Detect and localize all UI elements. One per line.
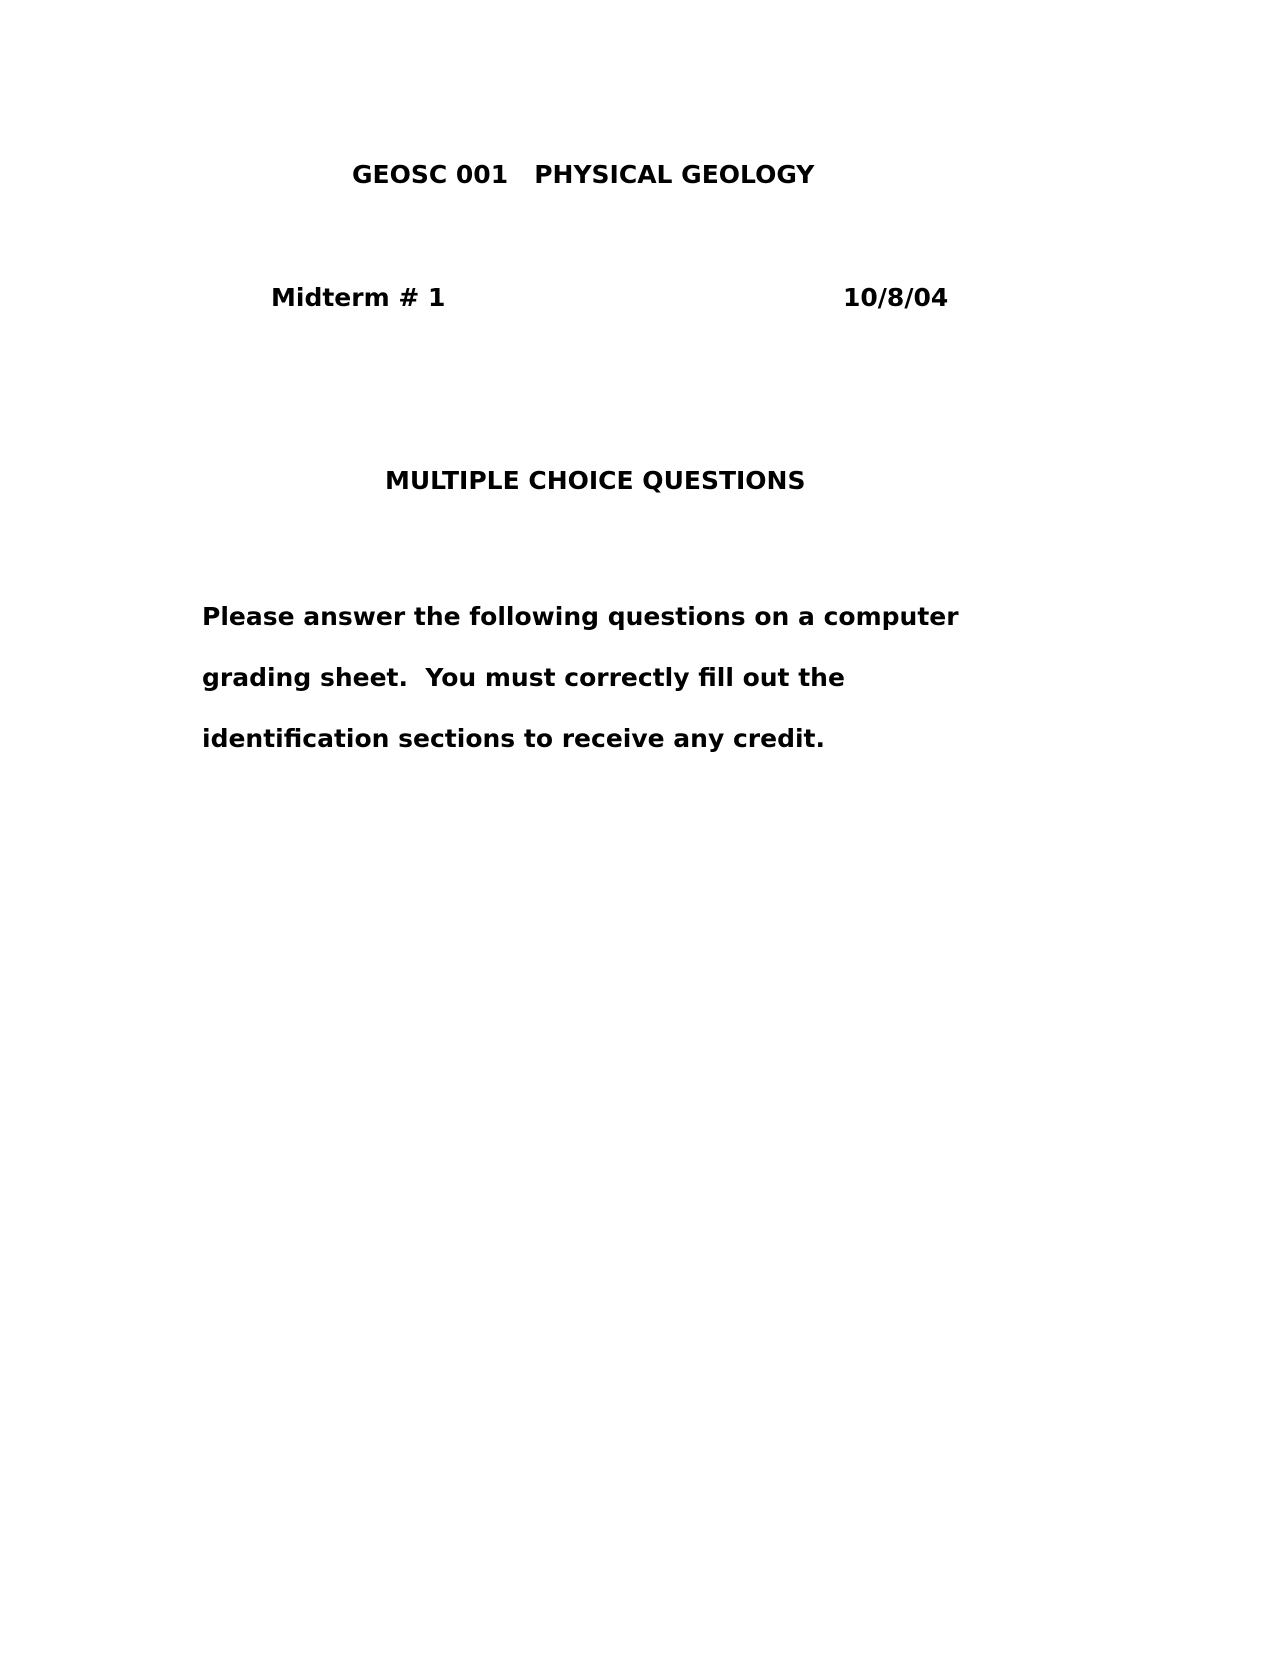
- instruction-line: grading sheet. You must correctly fill out the: [202, 663, 845, 692]
- instruction-line: Please answer the following questions on a computer: [202, 602, 959, 631]
- section-heading: MULTIPLE CHOICE QUESTIONS: [385, 466, 806, 495]
- instruction-line: identification sections to receive any credit.: [202, 724, 825, 753]
- instructions-paragraph: [202, 586, 1062, 769]
- course-title: GEOSC 001 PHYSICAL GEOLOGY: [352, 160, 815, 189]
- exam-date: 10/8/04: [843, 283, 949, 312]
- exam-name: Midterm # 1: [271, 283, 446, 312]
